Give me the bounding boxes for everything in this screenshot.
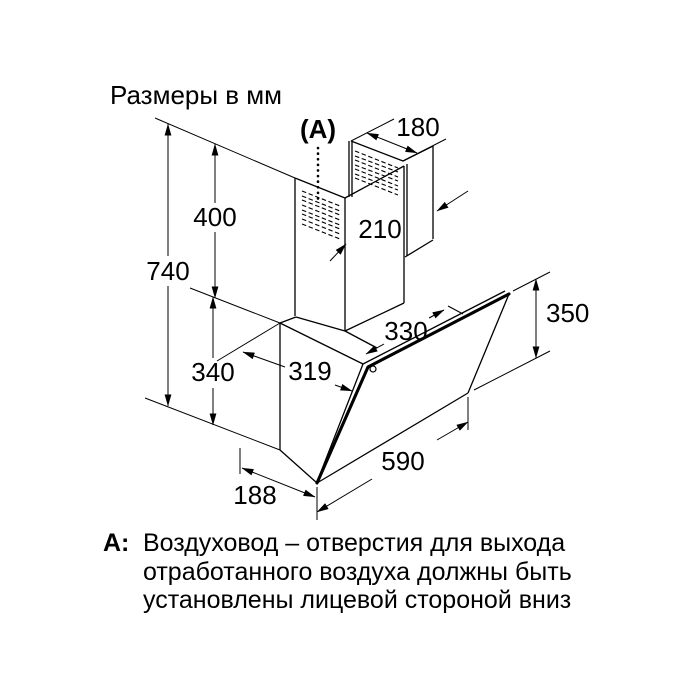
dimension-740 <box>146 124 189 406</box>
extension-lines <box>145 118 550 520</box>
dimension-210 <box>330 191 468 261</box>
dim-glass-height-label: 350 <box>546 298 590 328</box>
dim-width-label: 590 <box>381 446 425 476</box>
callout-A <box>300 114 336 202</box>
dim-bottom-depth-label: 188 <box>233 480 277 510</box>
dim-duct-top-depth-label: 180 <box>396 112 440 142</box>
footnote-line-2: отработанного воздуха должны быть <box>143 558 572 586</box>
dimension-319 <box>243 352 352 391</box>
dimension-400 <box>193 144 236 298</box>
vent-slots-lower <box>302 191 340 239</box>
dim-chimney-height-label: 400 <box>193 202 237 232</box>
footnote-line-3: установлены лицевой стороной вниз <box>143 586 572 614</box>
dimension-350 <box>536 279 589 358</box>
dim-top-depth-label: 330 <box>384 316 428 346</box>
dimension-590 <box>317 422 468 512</box>
page-title: Размеры в мм <box>110 80 283 110</box>
dim-total-height-label: 740 <box>146 256 190 286</box>
footnote-prefix: А: <box>103 529 130 557</box>
footnote <box>103 529 572 614</box>
footnote-line-1: Воздуховод – отверстия для выхода <box>143 529 566 557</box>
dimension-188 <box>233 468 315 510</box>
dim-duct-width-label: 210 <box>358 214 402 244</box>
dimension-180 <box>367 112 440 153</box>
dim-body-height-label: 340 <box>191 357 235 387</box>
hinge-detail <box>370 366 376 372</box>
dim-side-depth-label: 319 <box>288 356 332 386</box>
callout-A-label: (A) <box>299 114 337 144</box>
dimension-340 <box>191 297 234 425</box>
